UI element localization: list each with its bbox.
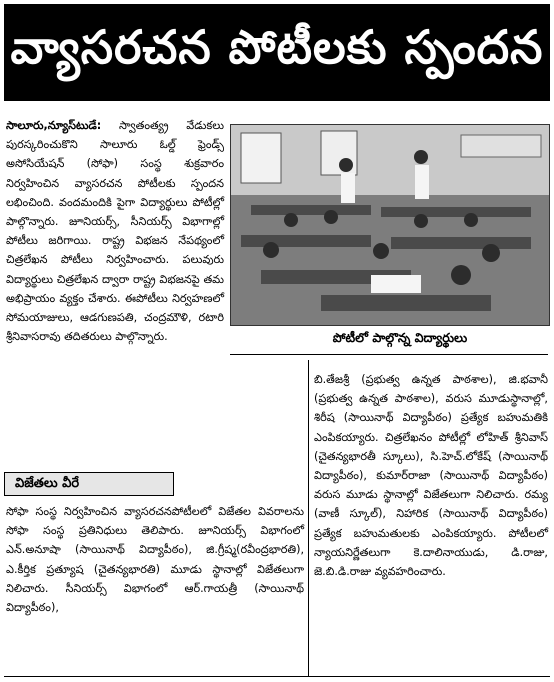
article-body-2: సోఫా సంస్థ నిర్వహించిన వ్యాసరచనపోటీలలో విజేతల వివరాలను సోఫా సంస్థ ప్రతినిధులు తెలిపారు. జూనియర్స్ విభాగంలో ఎన్.అనూషా (సాయినాథ్ విద్యాపీఠం), జి.గ్రీష్మ(రవీంద్రభారతి), ఎ.కీర్తిక ప్రత్యూష (చైతన్యభారతి) మూడు స్థానాల్లో విజేతలుగా నిలిచారు. సీనియర్స్ విభాగంలో ఆర్.గాయత్రీ (సాయినాథ్ విద్యాపీఠం), [6, 505, 304, 615]
column-divider [308, 360, 309, 676]
news-photo [230, 124, 550, 326]
article-winners [6, 502, 304, 617]
classroom-photo [231, 125, 549, 325]
photo-caption: పోటీలో పాల్గొన్న విద్యార్థులు [332, 330, 468, 345]
article-body-1: స్వాతంత్య్ర వేడుకలు పురస్కరించుకొని సాలూరు ఓల్డ్ ఫ్రెండ్స్ అసోసియేషన్ (సోఫా) సంస్థ శుక్రవారం నిర్వహించిన వ్యాసరచన పోటీలకు స్పందన లభించింది. వందమందికి పైగా విద్యార్థులు పోటీల్లో పాల్గొన్నారు. జూనియర్స్, సీనియర్స్ విభాగాల్లో పోటీలు జరిగాయి. రాష్ట్ర విభజన నేపథ్యంలో చిత్రలేఖన పోటీలు నిర్వహించారు. పలువురు విద్యార్థులు చిత్రలేఖన ద్వారా రాష్ట్ర విభజనపై తమ అభిప్రాయం వ్యక్తం చేశారు. ఈపోటీలు నిర్వహణలో సోమయాజులు, ఆడగుణపతి, చంద్రమౌళి, రటారి శ్రీనివాసరావు తదితరులు పాల్గొన్నారు. [6, 119, 225, 344]
dateline: సాలూరు,న్యూస్‌టుడే: [6, 119, 102, 132]
article-intro [6, 116, 224, 346]
article-body-3: బి.తేజశ్రీ (ప్రభుత్వ ఉన్నత పాఠశాల), జి.భవానీ (ప్రభుత్వ ఉన్నత పాఠశాల), వరుస మూడుస్థానాల్లో, శిరీష (సాయినాథ్ విద్యాపీఠం) ప్రత్యేక బహుమతికి ఎంపికయ్యారు. చిత్రలేఖనం పోటీల్లో లోహిత్ శ్రీనివాస్ (చైతన్యభారతీ స్కూలు), సి.హెచ్.లోకేష్ (సాయినాథ్ విద్యాపీఠం), కుమార్‌రాజా (సాయినాథ్ విద్యాపీఠం) వరుస మూడు స్థానాల్లో విజేతలుగా నిలిచారు. రమ్య (వాణీ స్కూల్), నిహారిక (సాయినాథ్ విద్యాపీఠం) ప్రత్యేక బహుమతులకు ఎంపికయ్యారు. పోటీలలో న్యాయనిర్ణేతలుగా కె.దాలినాయుడు, డి.రాజు, జె.బి.డి.రాజు వ్యవహరించారు. [314, 373, 548, 579]
article-continued [314, 370, 548, 581]
subhead-winners: విజేతలు వీరే [4, 472, 174, 496]
headline: వ్యాసరచన పోటీలకు స్పందన [4, 4, 550, 101]
bottom-rule [4, 676, 550, 677]
